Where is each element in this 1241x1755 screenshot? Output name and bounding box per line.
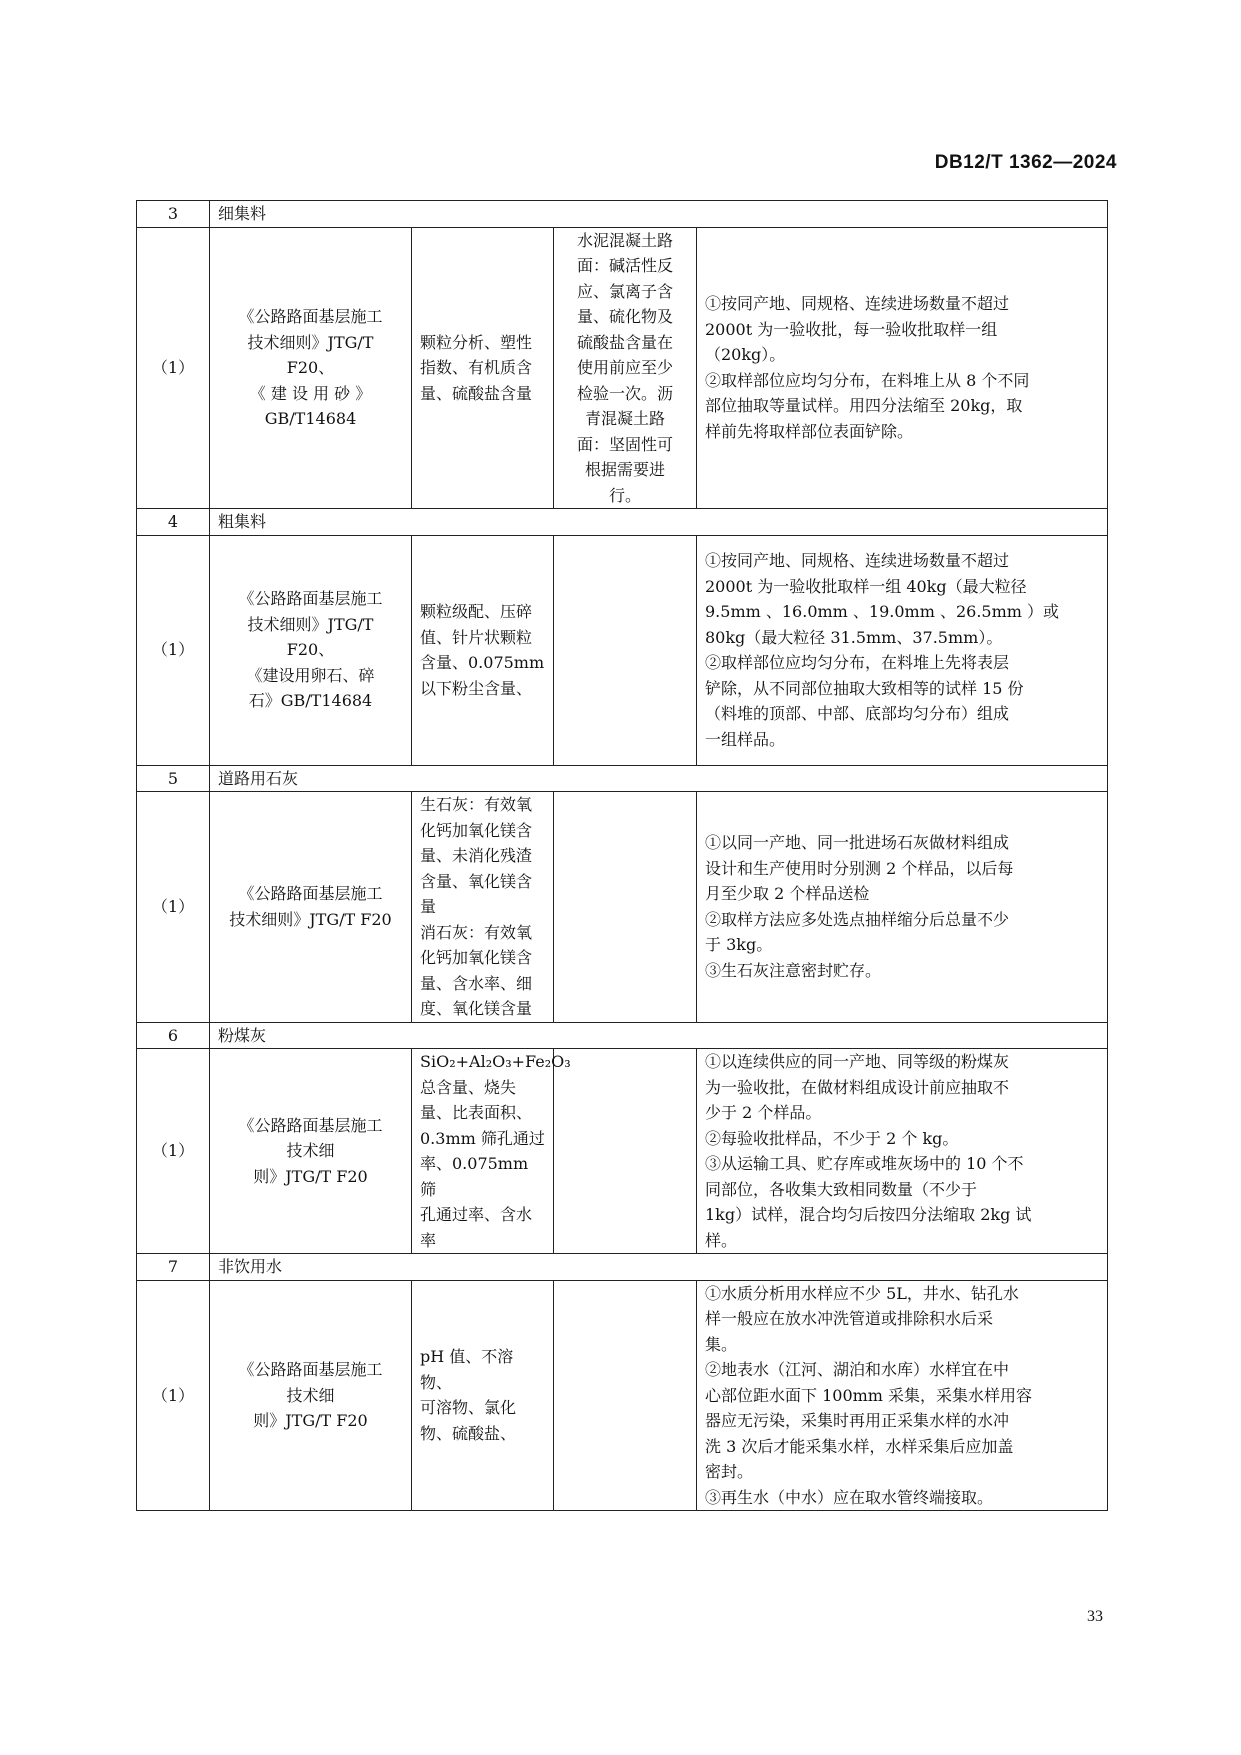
section-name: 细集料 xyxy=(210,201,1108,228)
sampling-method-cell-line: 设计和生产使用时分别测 2 个样品，以后每 xyxy=(705,858,1014,878)
test-items-cell xyxy=(412,792,554,1023)
sampling-method-cell xyxy=(697,535,1108,765)
test-items-cell-line: 量、比表面积、 xyxy=(420,1103,533,1122)
test-items-cell-line: 化钙加氧化镁含 xyxy=(420,948,533,967)
sampling-method-cell-line: ①水质分析用水样应不少 5L，井水、钻孔水 xyxy=(705,1283,1019,1303)
section-name: 非饮用水 xyxy=(210,1254,1108,1281)
section-name: 道路用石灰 xyxy=(210,765,1108,792)
frequency-cell-line: 水泥混凝土路 xyxy=(576,230,673,250)
test-items-cell-line: 度、氧化镁含量 xyxy=(420,999,533,1018)
row-number: （1） xyxy=(137,535,210,765)
test-items-cell xyxy=(412,227,554,509)
sampling-method-cell-line: ②取样部位应均匀分布，在料堆上从 8 个不同 xyxy=(705,370,1030,390)
sampling-method-cell-line: 部位抽取等量试样。用四分法缩至 20kg，取 xyxy=(705,396,1023,416)
standard-cell-line: 则》JTG/T F20 xyxy=(253,1411,368,1430)
sampling-method-cell xyxy=(697,1049,1108,1254)
section-header-row xyxy=(137,201,1108,228)
table-body xyxy=(137,201,1108,1511)
sampling-method-cell-line: ①以同一产地、同一批进场石灰做材料组成 xyxy=(705,833,1010,853)
sampling-method-cell-line: 器应无污染，采集时再用正采集水样的水冲 xyxy=(705,1411,1010,1430)
sampling-method-cell-line: 样一般应在放水冲洗管道或排除积水后采 xyxy=(705,1309,994,1328)
sampling-method-cell-line: 铲除，从不同部位抽取大致相等的试样 15 份 xyxy=(705,678,1024,698)
row-number: （1） xyxy=(137,1049,210,1254)
standard-cell-line: 《公路路面基层施工 xyxy=(238,589,383,609)
standard-cell-line: 《公路路面基层施工 xyxy=(238,884,383,904)
sampling-method-cell-line: ①按同产地、同规格、连续进场数量不超过 xyxy=(705,294,1010,314)
standard-cell xyxy=(210,535,412,765)
section-header-row xyxy=(137,509,1108,536)
standard-cell-line: 技术细则》JTG/T F20 xyxy=(229,909,392,929)
sampling-method-cell-line: （料堆的顶部、中部、底部均匀分布）组成 xyxy=(705,704,1010,723)
standard-cell-line: 《 建 设 用 砂 》 xyxy=(249,383,372,403)
section-header-row xyxy=(137,1254,1108,1281)
frequency-cell-line: 硫酸盐含量在 xyxy=(576,332,673,352)
frequency-cell-line: 行。 xyxy=(608,485,641,505)
frequency-cell xyxy=(554,227,697,509)
test-items-cell-line: 量 xyxy=(420,897,437,916)
frequency-cell xyxy=(554,535,697,765)
test-items-cell-line: 消石灰：有效氧 xyxy=(420,922,533,942)
sampling-method-cell-line: 月至少取 2 个样品送检 xyxy=(705,884,870,904)
standard-cell-line: 则》JTG/T F20 xyxy=(253,1166,368,1186)
sampling-method-cell-line: 于 3kg。 xyxy=(705,935,773,955)
sampling-method-cell-line: 1kg）试样，混合均匀后按四分法缩取 2kg 试 xyxy=(705,1205,1032,1224)
row-number: （1） xyxy=(137,1280,210,1511)
standard-cell xyxy=(210,1280,412,1511)
standard-cell-line: 《建设用卵石、碎 xyxy=(246,665,375,685)
frequency-cell-line: 检验一次。沥 xyxy=(576,383,673,403)
section-number: 4 xyxy=(137,509,210,536)
sampling-method-cell-line: ②地表水（江河、湖泊和水库）水样宜在中 xyxy=(705,1360,1010,1379)
standard-cell-line: 技术细 xyxy=(286,1385,335,1405)
test-items-cell-line: pH 值、不溶物、 xyxy=(420,1347,514,1392)
sampling-method-cell-line: 9.5mm 、16.0mm 、19.0mm 、26.5mm ）或 xyxy=(705,602,1060,621)
test-items-cell-line: 指数、有机质含 xyxy=(420,358,533,377)
test-items-cell-line: 可溶物、氯化 xyxy=(420,1398,517,1418)
test-items-cell-line: 量、硫酸盐含量 xyxy=(420,383,533,403)
table-row xyxy=(137,1280,1108,1511)
frequency-cell-line: 应、氯离子含 xyxy=(576,281,673,301)
sampling-method-cell-line: ②取样部位应均匀分布，在料堆上先将表层 xyxy=(705,653,1010,672)
sampling-method-cell-line: ②每验收批样品，不少于 2 个 kg。 xyxy=(705,1128,959,1148)
sampling-method-cell-line: （20kg）。 xyxy=(705,345,786,365)
frequency-cell-line: 根据需要进 xyxy=(584,460,665,479)
section-name: 粉煤灰 xyxy=(210,1022,1108,1049)
standard-cell-line: 《公路路面基层施工 xyxy=(238,1360,383,1379)
test-items-cell-line: 量、含水率、细 xyxy=(420,973,533,993)
section-number: 5 xyxy=(137,765,210,792)
row-number: （1） xyxy=(137,227,210,509)
material-sampling-table xyxy=(136,200,1108,1511)
frequency-cell-line: 使用前应至少 xyxy=(576,358,673,377)
standard-cell xyxy=(210,227,412,509)
standard-cell-line: 技术细则》JTG/T xyxy=(247,332,374,352)
test-items-cell-line: 含量、氧化镁含 xyxy=(420,871,533,891)
standard-cell-line: 石》GB/T14684 xyxy=(248,691,373,711)
sampling-method-cell xyxy=(697,792,1108,1023)
sampling-method-cell-line: 样前先将取样部位表面铲除。 xyxy=(705,421,914,441)
test-items-cell-line: 量、未消化残渣 xyxy=(420,846,533,865)
sampling-method-cell-line: ③从运输工具、贮存库或堆灰场中的 10 个不 xyxy=(705,1154,1024,1173)
sampling-method-cell-line: 80kg（最大粒径 31.5mm、37.5mm）。 xyxy=(705,627,1003,647)
section-header-row xyxy=(137,765,1108,792)
sampling-method-cell-line: 集。 xyxy=(705,1334,738,1354)
section-number: 3 xyxy=(137,201,210,228)
sampling-method-cell xyxy=(697,227,1108,509)
test-items-cell-line: 率 xyxy=(420,1230,437,1250)
sampling-method-cell-line: ②取样方法应多处选点抽样缩分后总量不少 xyxy=(705,909,1010,929)
test-items-cell-line: 生石灰：有效氧 xyxy=(420,795,533,814)
standard-cell xyxy=(210,792,412,1023)
table-row xyxy=(137,1049,1108,1254)
test-items-cell-line: 颗粒级配、压碎 xyxy=(420,602,533,621)
test-items-cell-line: 化钙加氧化镁含 xyxy=(420,820,533,840)
frequency-cell-line: 面：坚固性可 xyxy=(576,434,673,454)
sampling-method-cell-line: 为一验收批，在做材料组成设计前应抽取不 xyxy=(705,1077,1010,1097)
row-number: （1） xyxy=(137,792,210,1023)
test-items-cell-line: 颗粒分析、塑性 xyxy=(420,332,533,352)
sampling-method-cell-line: ①按同产地、同规格、连续进场数量不超过 xyxy=(705,551,1010,570)
sampling-method-cell-line: 洗 3 次后才能采集水样，水样采集后应加盖 xyxy=(705,1436,1014,1456)
test-items-cell-line: 含量、0.075mm xyxy=(420,653,545,672)
standard-cell-line: 《公路路面基层施工 xyxy=(238,307,383,326)
frequency-cell xyxy=(554,792,697,1023)
standard-cell-line: 技术细 xyxy=(286,1141,335,1161)
test-items-cell-line: 孔通过率、含水 xyxy=(420,1205,533,1224)
frequency-cell-line: 青混凝土路 xyxy=(584,409,665,428)
frequency-cell-line: 量、硫化物及 xyxy=(576,307,673,326)
standard-cell xyxy=(210,1049,412,1254)
standard-cell-line: 《公路路面基层施工 xyxy=(238,1115,383,1135)
test-items-cell-line: 总含量、烧失 xyxy=(420,1077,517,1097)
sampling-method-cell-line: 样。 xyxy=(705,1230,738,1250)
standard-cell-line: 技术细则》JTG/T xyxy=(247,614,374,634)
test-items-cell xyxy=(412,535,554,765)
test-items-cell-line: 值、针片状颗粒 xyxy=(420,627,533,647)
sampling-method-cell-line: 少于 2 个样品。 xyxy=(705,1103,822,1122)
sampling-method-cell-line: 一组样品。 xyxy=(705,729,786,749)
sampling-method-cell-line: ③生石灰注意密封贮存。 xyxy=(705,960,882,980)
standard-cell-line: F20、 xyxy=(286,358,335,377)
sampling-method-cell-line: 2000t 为一验收批，每一验收批取样一组 xyxy=(705,319,998,339)
sampling-method-cell-line: ③再生水（中水）应在取水管终端接取。 xyxy=(705,1487,994,1507)
section-number: 7 xyxy=(137,1254,210,1281)
frequency-cell xyxy=(554,1049,697,1254)
sampling-method-cell-line: 同部位，各收集大致相同数量（不少于 xyxy=(705,1179,978,1199)
test-items-cell xyxy=(412,1280,554,1511)
document-code: DB12/T 1362—2024 xyxy=(934,152,1117,173)
table-row xyxy=(137,792,1108,1023)
frequency-cell xyxy=(554,1280,697,1511)
page-number: 33 xyxy=(1087,1608,1103,1625)
table-row xyxy=(137,227,1108,509)
test-items-cell-line: SiO₂+Al₂O₃+Fe₂O₃ xyxy=(420,1052,571,1071)
section-header-row xyxy=(137,1022,1108,1049)
test-items-cell-line: 物、硫酸盐、 xyxy=(420,1423,517,1443)
standard-cell-line: GB/T14684 xyxy=(264,409,357,428)
test-items-cell xyxy=(412,1049,571,1254)
sampling-method-cell-line: 2000t 为一验收批取样一组 40kg（最大粒径 xyxy=(705,576,1027,596)
section-name: 粗集料 xyxy=(210,509,1108,536)
standard-cell-line: F20、 xyxy=(286,640,335,660)
test-items-cell-line: 以下粉尘含量、 xyxy=(420,678,533,698)
frequency-cell-line: 面：碱活性反 xyxy=(576,256,673,275)
table-row xyxy=(137,535,1108,765)
sampling-method-cell-line: 心部位距水面下 100mm 采集，采集水样用容 xyxy=(705,1385,1033,1405)
sampling-method-cell-line: ①以连续供应的同一产地、同等级的粉煤灰 xyxy=(705,1052,1010,1071)
test-items-cell-line: 0.3mm 筛孔通过 xyxy=(420,1128,545,1148)
sampling-method-cell-line: 密封。 xyxy=(705,1462,754,1481)
section-number: 6 xyxy=(137,1022,210,1049)
test-items-cell-line: 率、0.075mm 筛 xyxy=(420,1154,529,1199)
sampling-method-cell xyxy=(697,1280,1108,1511)
